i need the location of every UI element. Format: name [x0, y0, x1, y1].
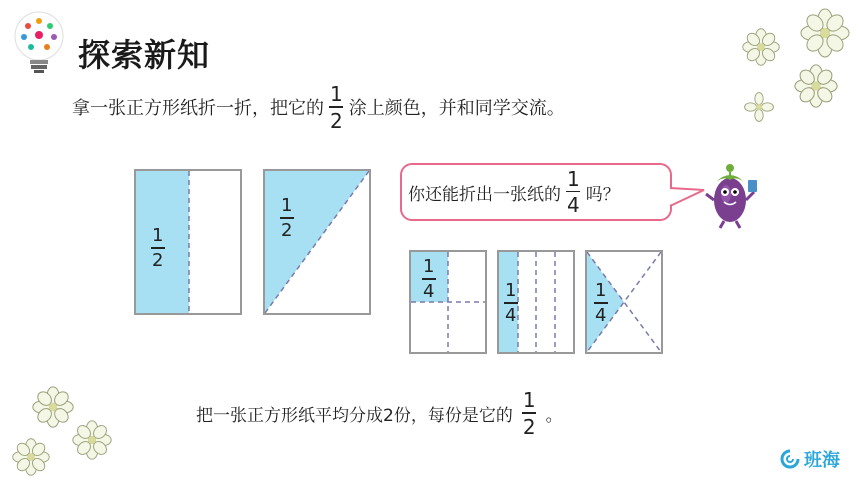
half-square-vertical — [134, 169, 242, 315]
brand-swirl-icon — [780, 449, 800, 469]
flower-decoration-icon — [742, 28, 780, 70]
instruction-before: 拿一张正方形纸折一折，把它的 — [72, 98, 324, 120]
flower-decoration-icon — [32, 386, 74, 432]
square-fraction-label: 1 4 — [505, 280, 517, 326]
fraction-numerator: 1 — [330, 82, 343, 106]
lightbulb-icon — [8, 8, 70, 80]
fraction-denominator: 2 — [330, 108, 343, 133]
flower-decoration-icon — [800, 8, 850, 62]
brand-name: 班海 — [804, 450, 840, 471]
conclusion-before: 把一张正方形纸平均分成2份，每份是它的 — [196, 405, 513, 426]
bubble-after: 吗？ — [585, 184, 620, 205]
conclusion-after: 。 — [545, 405, 563, 426]
instruction-text — [72, 84, 565, 131]
quarter-square-grid — [409, 250, 487, 354]
bubble-fraction: $\frac{1}{4}$ — [567, 166, 580, 218]
square-fraction-label: 1 4 — [595, 280, 607, 326]
conclusion-text — [196, 390, 563, 437]
quarter-square-diagonals — [585, 250, 663, 354]
speech-bubble — [400, 163, 672, 221]
flower-decoration-icon — [744, 92, 774, 126]
flower-decoration-icon — [72, 420, 112, 464]
square-fraction-label: 1 2 — [281, 195, 293, 241]
flower-decoration-icon — [12, 438, 50, 480]
instruction-fraction — [328, 84, 345, 131]
half-square-diagonal — [263, 169, 371, 315]
instruction-after: 涂上颜色，并和同学交流。 — [348, 98, 565, 120]
eggplant-character-icon — [700, 158, 758, 234]
square-fraction-label: 1 4 — [423, 256, 435, 302]
square-fraction-label: 1 2 — [152, 225, 164, 271]
quarter-square-strips — [497, 250, 575, 354]
flower-decoration-icon — [794, 64, 838, 112]
brand-logo — [780, 446, 840, 472]
bubble-before: 你还能折出一张纸的 — [408, 184, 561, 205]
page-title: 探索新知 — [78, 36, 211, 74]
conclusion-fraction: $\frac{1}{2}$ — [522, 388, 536, 439]
